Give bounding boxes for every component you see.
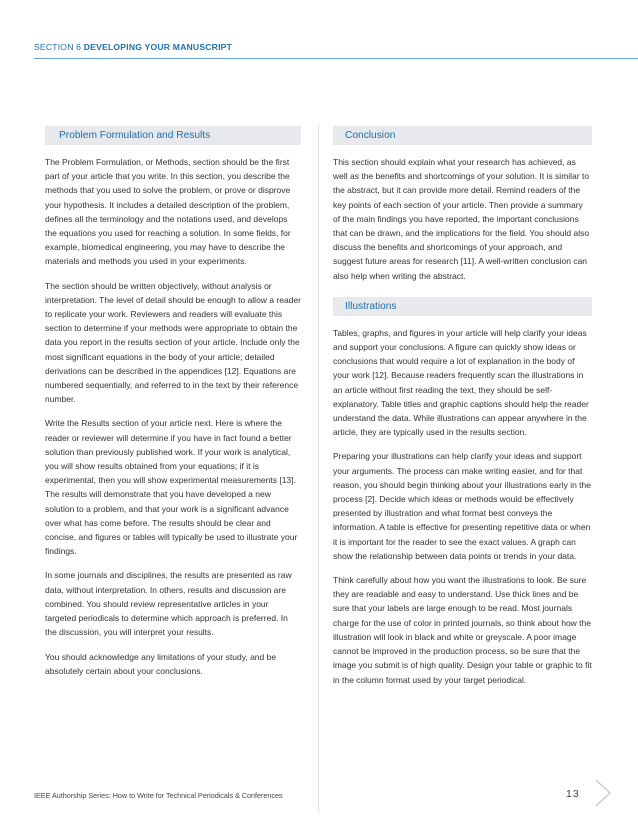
- conclusion-heading: Conclusion: [333, 126, 592, 145]
- right-column: [333, 126, 592, 697]
- paragraph: Think carefully about how you want the illustrations to look. Be sure they are readable and easy to understand. Use thick lines and be sure that your labels are large enough to be read. Most journals charge for the use of color in printed journals, so think about how the illustration will look in black and white or greyscale. A poor image cannot be improved in the production process, so be sure that the image you submit is of high quality. Design your table or graphic to fit in the column format used by your target periodical.: [333, 575, 592, 685]
- illustrations-heading: Illustrations: [333, 297, 592, 316]
- paragraph: Preparing your illustrations can help clarify your ideas and support your arguments. The process can make writing easier, and for that reason, you should begin thinking about your illustrations early in the process [2]. Decide which ideas or methods would be effectively presented by illustration and what format best conveys the information. A table is effective for presenting repetitive data or when it is important for the reader to see the exact values. A graph can show the relationship between data points or trends in your data.: [333, 451, 591, 561]
- section-title: DEVELOPING YOUR MANUSCRIPT: [83, 42, 233, 52]
- paragraph: In some journals and disciplines, the results are presented as raw data, without interpretation. In others, results and discussion are combined. You should review representative articles in your targeted periodicals to determine which approach is preferred. In the discussion, you will interpret your results.: [45, 570, 292, 638]
- footer-chevron-icon: [590, 780, 638, 806]
- footer-series-title: IEEE Authorship Series: How to Write for Technical Periodicals & Conferences: [34, 791, 283, 800]
- section-label: SECTION 6: [34, 42, 82, 52]
- problem-formulation-heading: Problem Formulation and Results: [45, 126, 301, 145]
- header-rule: [34, 58, 638, 59]
- left-column: [45, 126, 301, 688]
- paragraph: This section should explain what your research has achieved, as well as the benefits and shortcomings of your solution. It is similar to the abstract, but it can provide more detail. Remind readers of the key points of each section of your article. Then provide a summary of the main findings you have reported, the important conclusions that can be drawn, and the implications for the field. You should also discuss the benefits and shortcomings of your approach, and suggest future areas for research [11]. A well-written conclusion can also help when writing the abstract.: [333, 157, 590, 281]
- paragraph: Tables, graphs, and figures in your article will help clarify your ideas and support your conclusions. A figure can quickly show ideas or conclusions that would require a lot of explanation in the body of your work [12]. Because readers frequently scan the illustrations in an article without first reading the text, they should be self-explanatory. Table titles and graphic captions should help the reader understand the data. While illustrations can appear anywhere in the article, they are typically used in the results section.: [333, 327, 589, 438]
- page-number: 13: [566, 788, 580, 800]
- paragraph: The section should be written objectively, without analysis or interpretation. The level of detail should be enough to allow a reader to replicate your work. Reviewers and readers will evaluate this section to determine if your methods were appropriate to obtain the data you report in the results section of your article. Include only the most significant equations in the body of your article; detailed derivations can be described in the appendices [12]. Equations are numbered sequentially, and referred to in the text by their reference number.: [45, 280, 301, 405]
- paragraph: Write the Results section of your article next. Here is where the reader or reviewer will determine if you have in fact found a better solution than previously published work. If your work is analytical, you will show results obtained from your equations; if it is experimental, then you will show experimental measurements [13]. The results will demonstrate that you have developed a new solution to a problem, and that your work is a significant advance over what has come before. The results should be clear and concise, and figures or tables will typically be used to illustrate your findings.: [45, 418, 298, 557]
- paragraph: The Problem Formulation, or Methods, section should be the first part of your article that you write. In this section, you describe the methods that you used to solve the problem, or prove or disprove your hypothesis. It includes a detailed description of the problem, defines all the terminology and the notations used, and develops the equations you used for reaching a solution. In some fields, for example, biomedical engineering, you may have to describe the materials and methods you used in your experiments.: [45, 157, 291, 267]
- section-header: [34, 42, 232, 52]
- column-divider: [318, 124, 319, 811]
- paragraph: You should acknowledge any limitations of your study, and be absolutely certain about your conclusions.: [45, 651, 277, 676]
